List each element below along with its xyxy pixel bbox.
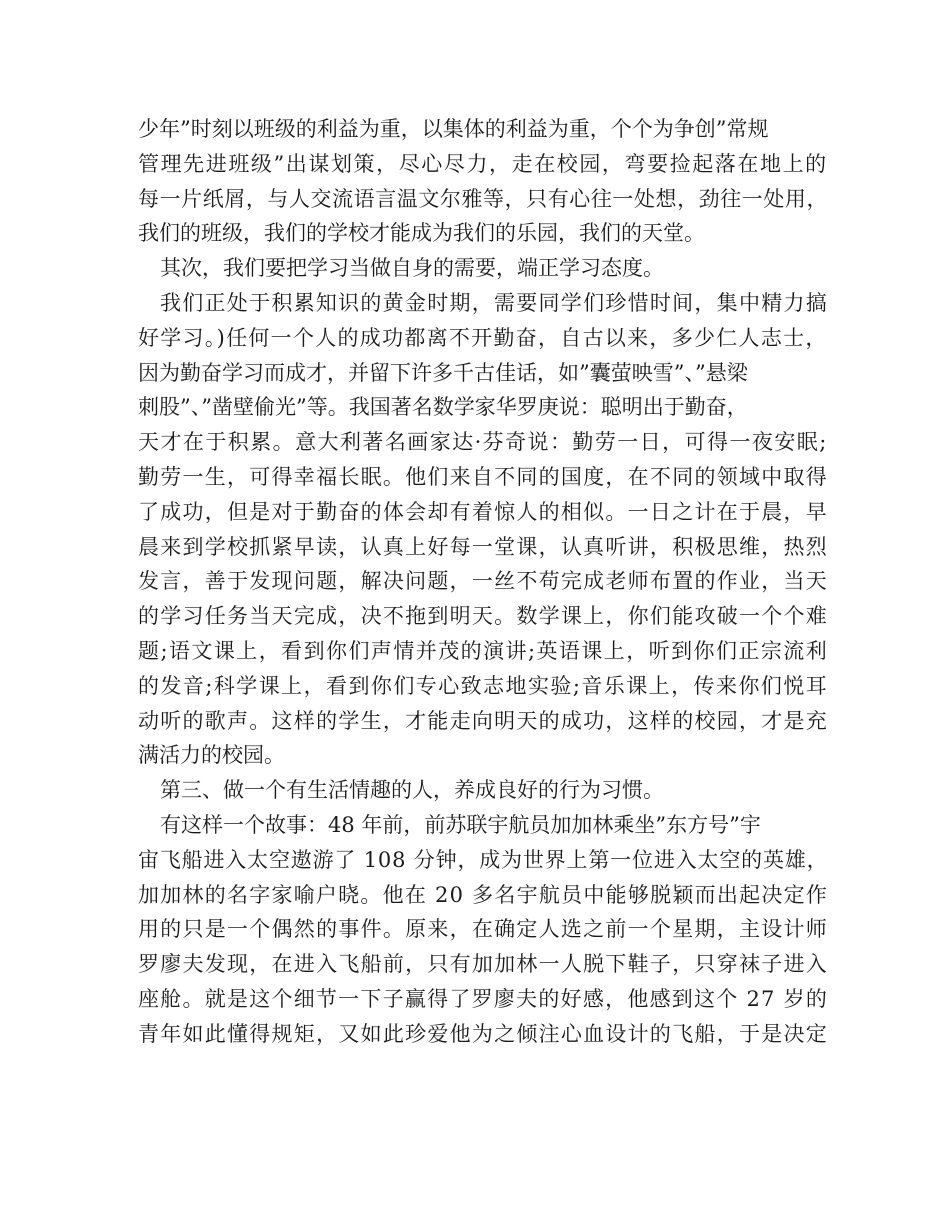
text-line: 天才在于积累。意大利著名画家达·芬奇说：勤劳一日，可得一夜安眠; xyxy=(138,430,828,455)
text-line: 好学习。)任何一个人的成功都离不开勤奋，自古以来，多少仁人志士， xyxy=(138,325,828,350)
text-line: 动听的歌声。这样的学生，才能走向明天的成功，这样的校园，才是充 xyxy=(138,708,828,733)
text-line: 题;语文课上，看到你们声情并茂的演讲;英语课上，听到你们正宗流利 xyxy=(138,638,829,663)
text-line: 少年”时刻以班级的利益为重，以集体的利益为重，个个为争创”常规 xyxy=(138,117,769,141)
text-line: 因为勤奋学习而成才，并留下许多千古佳话，如”囊萤映雪”、”悬梁 xyxy=(138,360,748,385)
text-line: 发言，善于发现问题，解决问题，一丝不苟完成老师布置的作业，当天 xyxy=(138,569,828,594)
text-line: 宙飞船进入太空遨游了 108 分钟，成为世界上第一位进入太空的英雄， xyxy=(138,847,829,872)
text-line: 我们的班级，我们的学校才能成为我们的乐园，我们的天堂。 xyxy=(138,221,705,246)
text-line: 了成功，但是对于勤奋的体会却有着惊人的相似。一日之计在于晨，早 xyxy=(138,499,828,524)
text-line: 勤劳一生，可得幸福长眠。他们来自不同的国度，在不同的领域中取得 xyxy=(138,464,828,489)
text-line: 座舱。就是这个细节一下子赢得了罗廖夫的好感，他感到这个 27 岁的 xyxy=(138,986,829,1011)
text-line: 的学习任务当天完成，决不拖到明天。数学课上，你们能攻破一个个难 xyxy=(138,604,828,629)
text-line: 晨来到学校抓紧早读，认真上好每一堂课，认真听讲，积极思维，热烈 xyxy=(138,534,828,559)
text-line: 第三、做一个有生活情趣的人，养成良好的行为习惯。 xyxy=(160,778,664,803)
text-line: 有这样一个故事：48 年前，前苏联宇航员加加林乘坐”东方号”宇 xyxy=(160,812,761,837)
text-line: 罗廖夫发现，在进入飞船前，只有加加林一人脱下鞋子，只穿袜子进入 xyxy=(138,952,828,977)
text-line: 满活力的校园。 xyxy=(138,743,285,768)
document-body xyxy=(138,112,828,1052)
text-line: 加加林的名字家喻户晓。他在 20 多名宇航员中能够脱颖而出起决定作 xyxy=(138,882,829,907)
text-line: 其次，我们要把学习当做自身的需要，端正学习态度。 xyxy=(160,256,664,281)
text-line: 每一片纸屑，与人交流语言温文尔雅等，只有心往一处想，劲往一处用， xyxy=(138,186,829,211)
text-line: 刺股”、”凿壁偷光”等。我国著名数学家华罗庚说：聪明出于勤奋， xyxy=(138,395,748,420)
text-line: 用的只是一个偶然的事件。原来，在确定人选之前一个星期，主设计师 xyxy=(138,917,828,942)
text-line: 我们正处于积累知识的黄金时期，需要同学们珍惜时间，集中精力搞 xyxy=(160,290,829,315)
text-line: 的发音;科学课上，看到你们专心致志地实验;音乐课上，传来你们悦耳 xyxy=(138,673,829,698)
text-line: 管理先进班级”出谋划策，尽心尽力，走在校园，弯要捡起落在地上的 xyxy=(138,151,828,176)
text-line: 青年如此懂得规矩，又如此珍爱他为之倾注心血设计的飞船，于是决定 xyxy=(138,1021,828,1046)
